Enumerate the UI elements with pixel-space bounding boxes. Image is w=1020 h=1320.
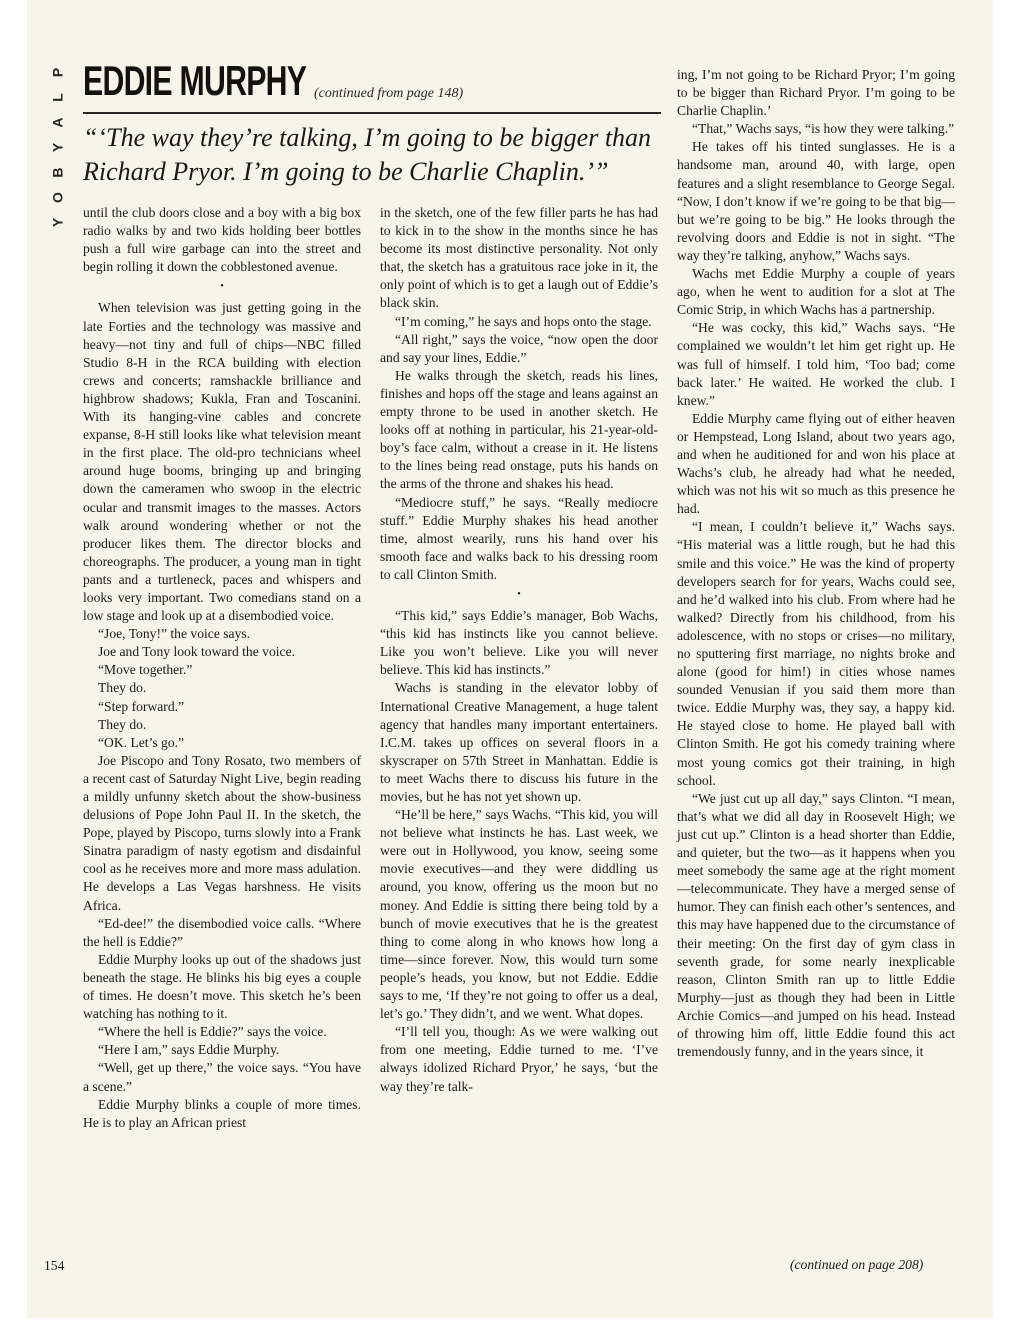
title-rule <box>83 112 661 114</box>
paragraph: Eddie Murphy blinks a couple of more times. He is to play an African priest <box>83 1096 361 1130</box>
paragraph: “Well, get up there,” the voice says. “You have a scene.” <box>83 1060 361 1094</box>
text-column-3 <box>677 66 955 1061</box>
paragraph: They do. <box>98 716 147 732</box>
paragraph: “I’ll tell you, though: As we were walking out from one meeting, Eddie turned to me. ‘I’ve always idolized Richard Pryor,’ he says, ‘but the way they’re talk- <box>380 1024 658 1094</box>
text-column-2 <box>380 204 658 1096</box>
paragraph: “He’ll be here,” says Wachs. “This kid, you will not believe what instincts he has. Last week, we were out in Hollywood, you know, seeing some movie executives—and they were diddling us around, you know, offering us the moon but no money. And Eddie is sitting there being told by a bunch of movie executives that he is the greatest thing to come along in who knows how long a time—since forever. Now, this would turn some people’s heads, you know, but not Eddie. Eddie says to me, ‘If they’re not going to offer us a deal, let’s go.’ They didn’t, and we went. What dopes. <box>380 807 658 1022</box>
paragraph: He takes off his tinted sunglasses. He is a handsome man, around 40, with large, open features and a slight resemblance to George Segal. “Now, I don’t know if we’re going to be that big—but we’re going to be big.” He looks through the revolving doors and Eddie is not in sight. “The way they’re talking, anyhow,” Wachs says. <box>677 139 955 263</box>
paragraph: “I’m coming,” he says and hops onto the stage. <box>395 313 652 329</box>
paragraph: “Here I am,” says Eddie Murphy. <box>98 1042 280 1058</box>
magazine-name-vertical: P L A Y B O Y <box>49 67 66 228</box>
paragraph: Joe Piscopo and Tony Rosato, two members of a recent cast of Saturday Night Live, begin reading a mildly unfunny sketch about the show-business delusions of Pope John Paul II. In the sketch, the Pope, played by Piscopo, turns slowly into a Frank Sinatra paradigm of nasty egotism and disdainful cool as he receives more and more mass adulation. He develops a Las Vegas harshness. He visits Africa. <box>83 752 361 913</box>
paragraph: “I mean, I couldn’t believe it,” Wachs says. “His material was a little rough, but he had this smile and this voice.” He was the kind of property developers search for for years, Wachs could see, and he’d walked into his club. From where had he walked? Directly from his childhood, from his adolescence, with no stops or crises—no military, no sputtering first marriage, no nights broke and alone (good for him!) in cities whose names sounded Venusian if you said them more than twice. Eddie Murphy was, they say, a happy kid. He stayed close to home. He played ball with Clinton Smith. He got his comedy training where most young comics got their training, in high school. <box>677 519 955 788</box>
page-number: 154 <box>44 1258 65 1273</box>
pull-quote: “‘The way they’re talking, I’m going to be bigger than Richard Pryor. I’m going to be Charlie Chaplin.’” <box>83 123 652 186</box>
paragraph: He walks through the sketch, reads his lines, finishes and hops off the stage and leans against an empty throne to be used in another sketch. He looks off at nothing in particular, his 21-year-old-boy’s face calm, without a crease in it. He listens to the lines being read onstage, puts his hands on the arms of the throne and shakes his head. <box>380 367 658 492</box>
paragraph: “All right,” says the voice, “now open the door and say your lines, Eddie.” <box>380 331 658 365</box>
paragraph: When television was just getting going in the late Forties and the technology was massive and heavy—not tiny and full of chips—NBC filled Studio 8-H in the RCA building with election crews and concerts; ramshackle brilliance and highbrow shadows; Kukla, Fran and Toscanini. With its hanging-vine cables and concrete expanse, 8-H still looks like what television meant in the first place. The old-pro technicians wheel around huge booms, bringing up and bringing down the cameramen who swoop in the electric ocular and transmit images to the masses. Actors walk around wondering whether or not the producer likes them. The director blocks and choreographs. The producer, a young man in tight pants and a turtleneck, paces and whispers and looks very important. Two comedians stand on a low stage and look up at a disembodied voice. <box>83 300 361 624</box>
article-title: EDDIE MURPHY <box>83 57 307 104</box>
text-column-1 <box>83 204 361 1132</box>
paragraph: “We just cut up all day,” says Clinton. “I mean, that’s what we did all day in Roosevelt High; we just cut up.” Clinton is a head shorter than Eddie, and quieter, but the two—as it happens when you meet somebody the same age at the right moment—telecommunicate. They have a merged sense of humor. They can finish each other’s sentences, and this may have happened due to the circumstance of their meeting: On the first day of gym class in seventh grade, for some nearly inexplicable reason, Clinton Smith ran up to little Eddie Murphy—just as though they had been in Little Archie Comics—and jumped on his head. Instead of throwing him off, little Eddie found this act tremendously funny, and in the years since, it <box>677 790 955 1060</box>
paragraph: Eddie Murphy came flying out of either heaven or Hempstead, Long Island, about two years ago, and when he auditioned for and won his place at Wachs’s club, he already had what he needed, which was not his wit so much as this presence he had. <box>677 410 955 517</box>
paragraph: “Step forward.” <box>98 698 185 714</box>
paragraph: “Where the hell is Eddie?” says the voice. <box>98 1024 327 1040</box>
paragraph: “OK. Let’s go.” <box>98 734 185 750</box>
paragraph: in the sketch, one of the few filler parts he has had to kick in to the show in the months since he has become its most distinctive personality. Not only that, the sketch has a gratuitous race joke in it, the only point of which is to get a laugh out of Eddie’s black skin. <box>380 205 658 311</box>
paragraph: “This kid,” says Eddie’s manager, Bob Wachs, “this kid has instincts like you cannot believe. Like you won’t believe. Like you will never believe. This kid has instincts.” <box>380 608 658 678</box>
section-ornament: • <box>517 588 521 600</box>
paragraph: “Move together.” <box>98 662 193 678</box>
paragraph: “Joe, Tony!” the voice says. <box>98 626 251 642</box>
paragraph: Joe and Tony look toward the voice. <box>98 644 295 660</box>
paragraph: “That,” Wachs says, “is how they were talking.” <box>692 121 955 137</box>
continued-from-note: (continued from page 148) <box>314 86 464 101</box>
paragraph: “Ed-dee!” the disembodied voice calls. “Where the hell is Eddie?” <box>83 915 361 949</box>
continued-on-note: (continued on page 208) <box>790 1257 924 1272</box>
paragraph: “He was cocky, this kid,” Wachs says. “He complained we wouldn’t let him get right up. He was full of himself. I told him, ‘Too bad; come back later.’ He waited. He worked the club. I knew.” <box>677 320 955 408</box>
paragraph: Wachs is standing in the elevator lobby of International Creative Management, a huge talent agency that handles many important entertainers. I.C.M. takes up offices on several floors in a skyscraper on 57th Street in Manhattan. Eddie is to meet Wachs there to discuss his future in the movies, but he has not yet shown up. <box>380 680 658 804</box>
section-ornament: • <box>220 281 224 293</box>
paragraph: ing, I’m not going to be Richard Pryor; I’m going to be bigger than Richard Pryor. I’m going to be Charlie Chaplin.’ <box>677 67 955 119</box>
paragraph: They do. <box>98 680 147 696</box>
paragraph: Eddie Murphy looks up out of the shadows just beneath the stage. He blinks his big eyes a couple of times. He doesn’t move. This sketch he’s been watching has nothing to it. <box>83 951 361 1022</box>
paragraph: until the club doors close and a boy with a big box radio walks by and two kids holding beer bottles push a full wire garbage can into the street and begin rolling it down the cobblestoned avenue. <box>83 205 361 275</box>
paragraph: Wachs met Eddie Murphy a couple of years ago, when he went to audition for a slot at The Comic Strip, in which Wachs has a partnership. <box>677 266 955 318</box>
paragraph: “Mediocre stuff,” he says. “Really mediocre stuff.” Eddie Murphy shakes his head another time, almost wearily, runs his hand over his smooth face and walks back to his dressing room to call Clinton Smith. <box>380 494 658 582</box>
